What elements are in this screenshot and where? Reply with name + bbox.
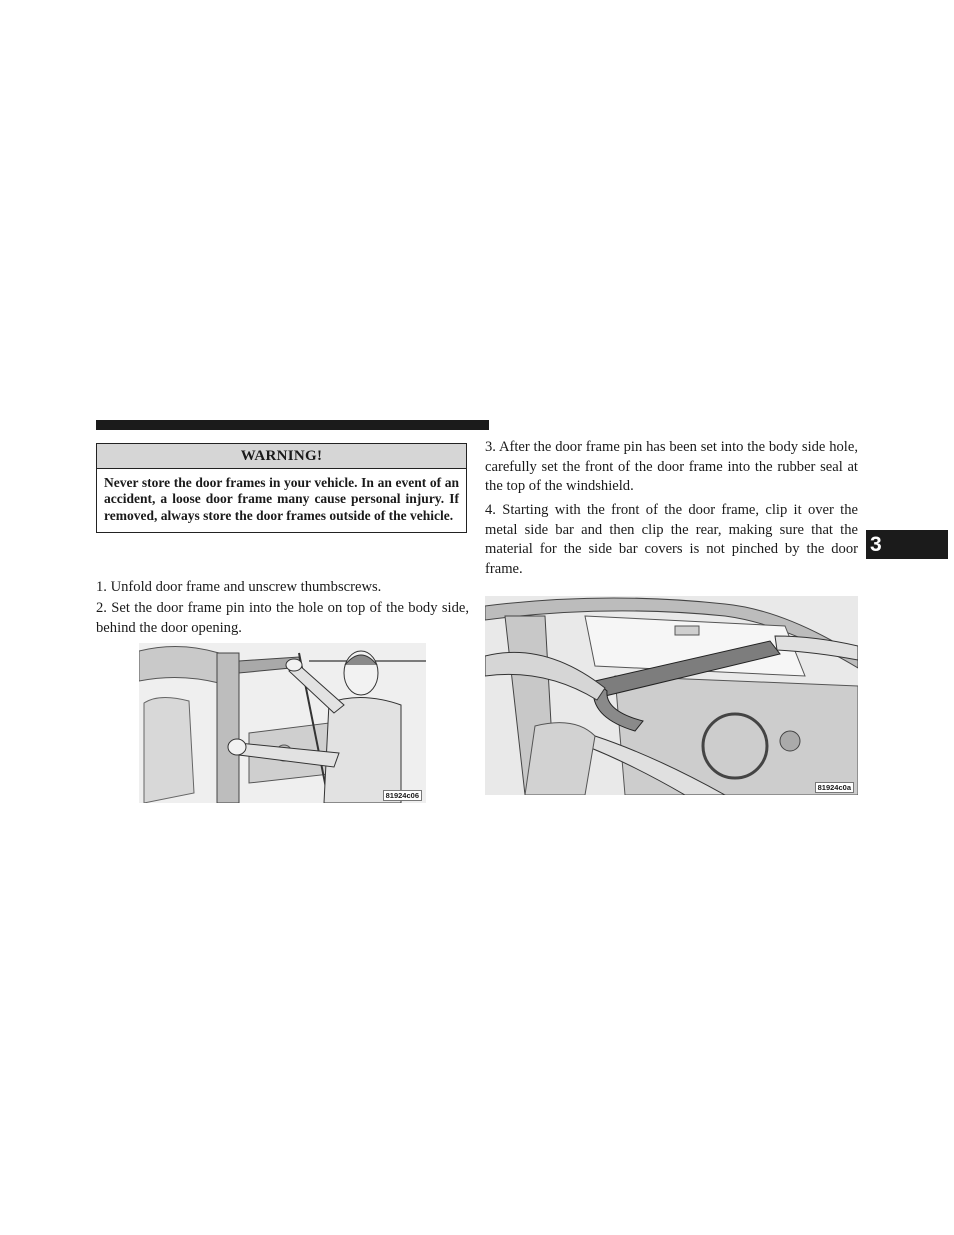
figure-code: 81924c0a: [815, 782, 854, 793]
section-rule: [96, 420, 489, 430]
warning-box: [96, 443, 467, 533]
step-3: 3. After the door frame pin has been set into the body side hole, carefully set the front of the door frame into the rubber seal at the top of the windshield.: [485, 439, 858, 494]
chapter-tab: 3: [866, 530, 948, 559]
warning-title: WARNING!: [97, 444, 466, 469]
step-2: 2. Set the door frame pin into the hole on top of the body side, behind the door opening.: [96, 600, 469, 636]
door-frame-install-illustration: [139, 643, 426, 803]
figure-code: 81924c06: [383, 790, 422, 801]
step-4: 4. Starting with the front of the door frame, clip it over the metal side bar and then clip the rear, making sure that the material for the side bar covers is not pinched by the door frame.: [485, 502, 858, 577]
step-1: 1. Unfold door frame and unscrew thumbscrews.: [96, 579, 382, 595]
warning-text: Never store the door frames in your vehicle. In an event of an accident, a loose door frame many cause personal injury. If removed, always store the door frames outside of the vehicle.: [104, 475, 459, 523]
door-frame-clip-illustration: [485, 596, 858, 795]
